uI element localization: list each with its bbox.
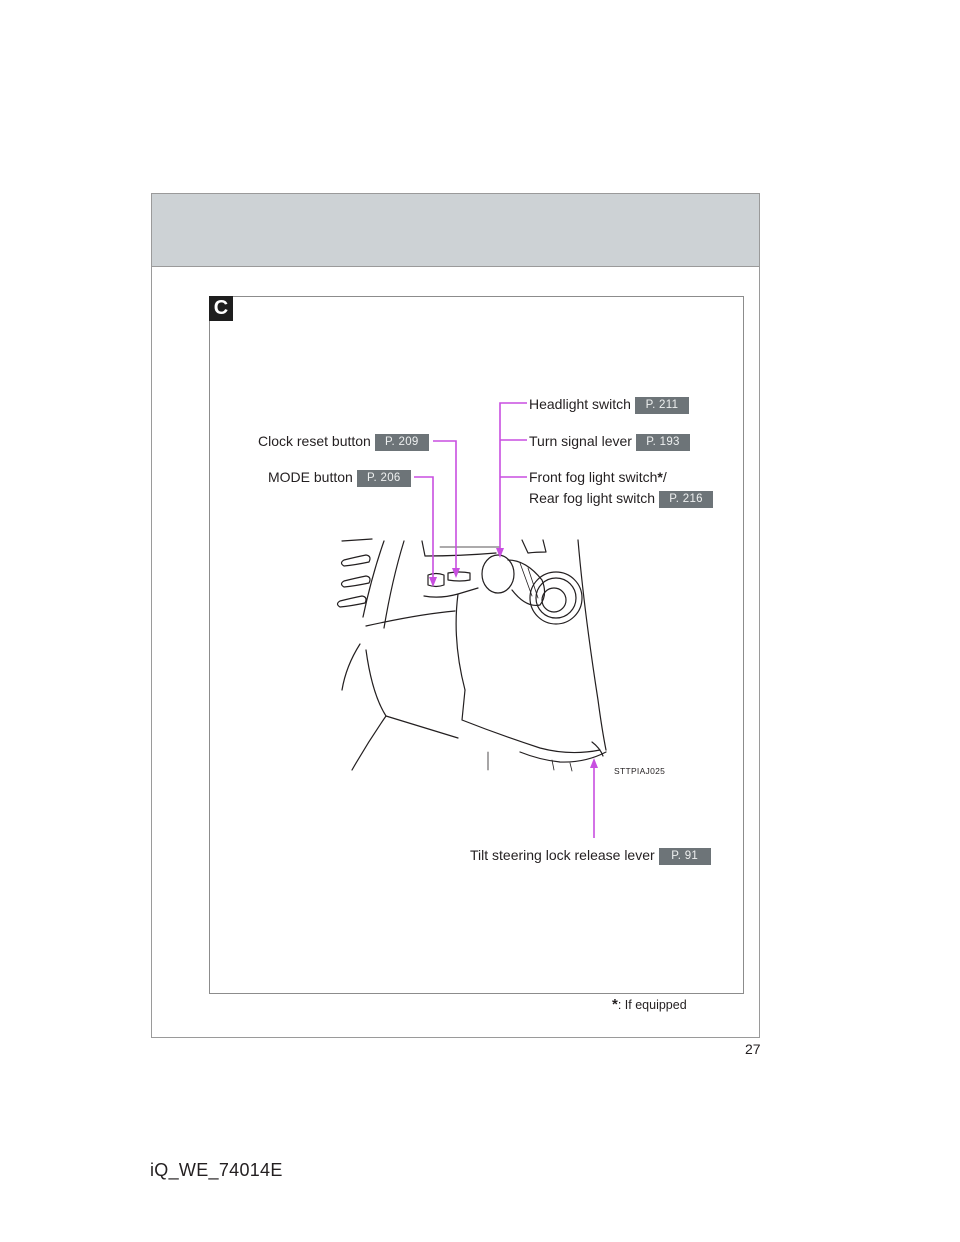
page-ref-badge[interactable]: P. 193 [636,434,690,451]
leader-headlight [500,403,527,553]
stalk-knob [482,555,514,593]
dash-curve [384,541,404,628]
callout-turn-signal-lever [529,432,690,451]
callout-tilt-steering-lever [470,846,711,865]
footnote [612,996,687,1013]
callout-label: Rear fog light switch [529,490,656,506]
stalk-ring [520,563,538,598]
lower-curve [342,644,360,690]
callout-mode-button [268,468,411,487]
vent-slat [342,555,371,566]
callout-headlight-switch [529,395,689,414]
page-ref-badge[interactable]: P. 216 [659,491,713,508]
callout-rear-fog-light-switch [529,489,713,508]
asterisk-mark: * [612,996,618,1013]
clock-button-shape [448,572,470,581]
dash-edge [366,611,455,626]
page-ref-badge[interactable]: P. 206 [357,470,411,487]
callout-clock-reset-button [258,432,429,451]
arrowhead [452,568,460,578]
page-number: 27 [745,1041,761,1057]
callout-label: Front fog light switch [529,469,658,485]
page-ref-badge[interactable]: P. 211 [635,397,689,414]
callout-label: Clock reset button [258,433,371,449]
page-ref-badge[interactable]: P. 209 [375,434,429,451]
vent-slat [338,596,367,607]
panel-top [522,540,546,553]
page-ref-badge[interactable]: P. 91 [659,848,711,865]
arrowhead [496,548,504,558]
ignition-key [542,588,566,612]
slash: / [662,469,667,485]
callout-fog-light-switch [529,468,667,486]
leader-mode [414,477,433,582]
vent-line [342,539,372,541]
document-code: iQ_WE_74014E [150,1160,283,1180]
callout-label: Headlight switch [529,396,631,412]
shroud-right [578,540,606,750]
arrowhead [590,758,598,768]
vent-slat [342,576,371,587]
lower-edge [352,716,386,770]
dash-curve [363,541,384,617]
section-badge: C [209,296,233,321]
callout-label: MODE button [268,469,353,485]
panel-bottom [424,588,478,597]
leader-clock-reset [433,441,456,573]
callout-label: Tilt steering lock release lever [470,847,655,863]
asterisk-mark: * [657,469,663,485]
footnote-text: : If equipped [617,998,687,1012]
shroud-bottom [462,690,600,753]
figure-code: STTPIAJ025 [614,766,666,776]
shroud-left [456,594,465,690]
callout-label: Turn signal lever [529,433,632,449]
